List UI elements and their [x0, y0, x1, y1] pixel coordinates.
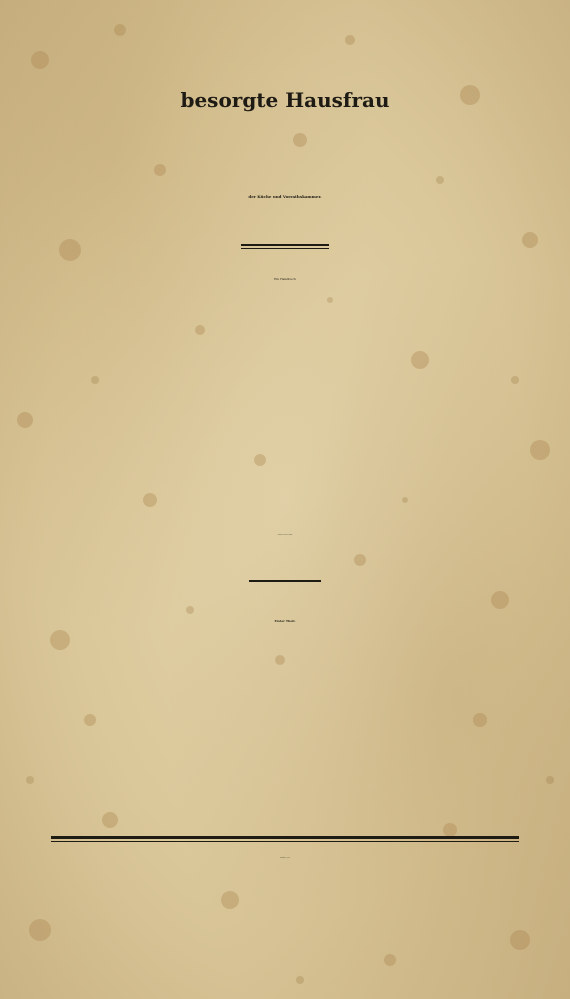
author-name: Caroline Eleonore Grebitz. — [277, 535, 293, 536]
title-line-kitchen: der Küche und Vorrathskammer. — [248, 194, 322, 199]
divider-rule-top — [241, 244, 329, 249]
divider-rule-middle — [249, 580, 321, 582]
imprint-place-year: Reutlingen, 1825. — [279, 858, 291, 859]
main-title: besorgte Hausfrau — [180, 88, 390, 112]
divider-rule-bottom — [51, 836, 519, 842]
subtitle-handbook: Ein Handbuch — [274, 277, 296, 281]
volume-label: Erster Theil. — [274, 619, 296, 623]
